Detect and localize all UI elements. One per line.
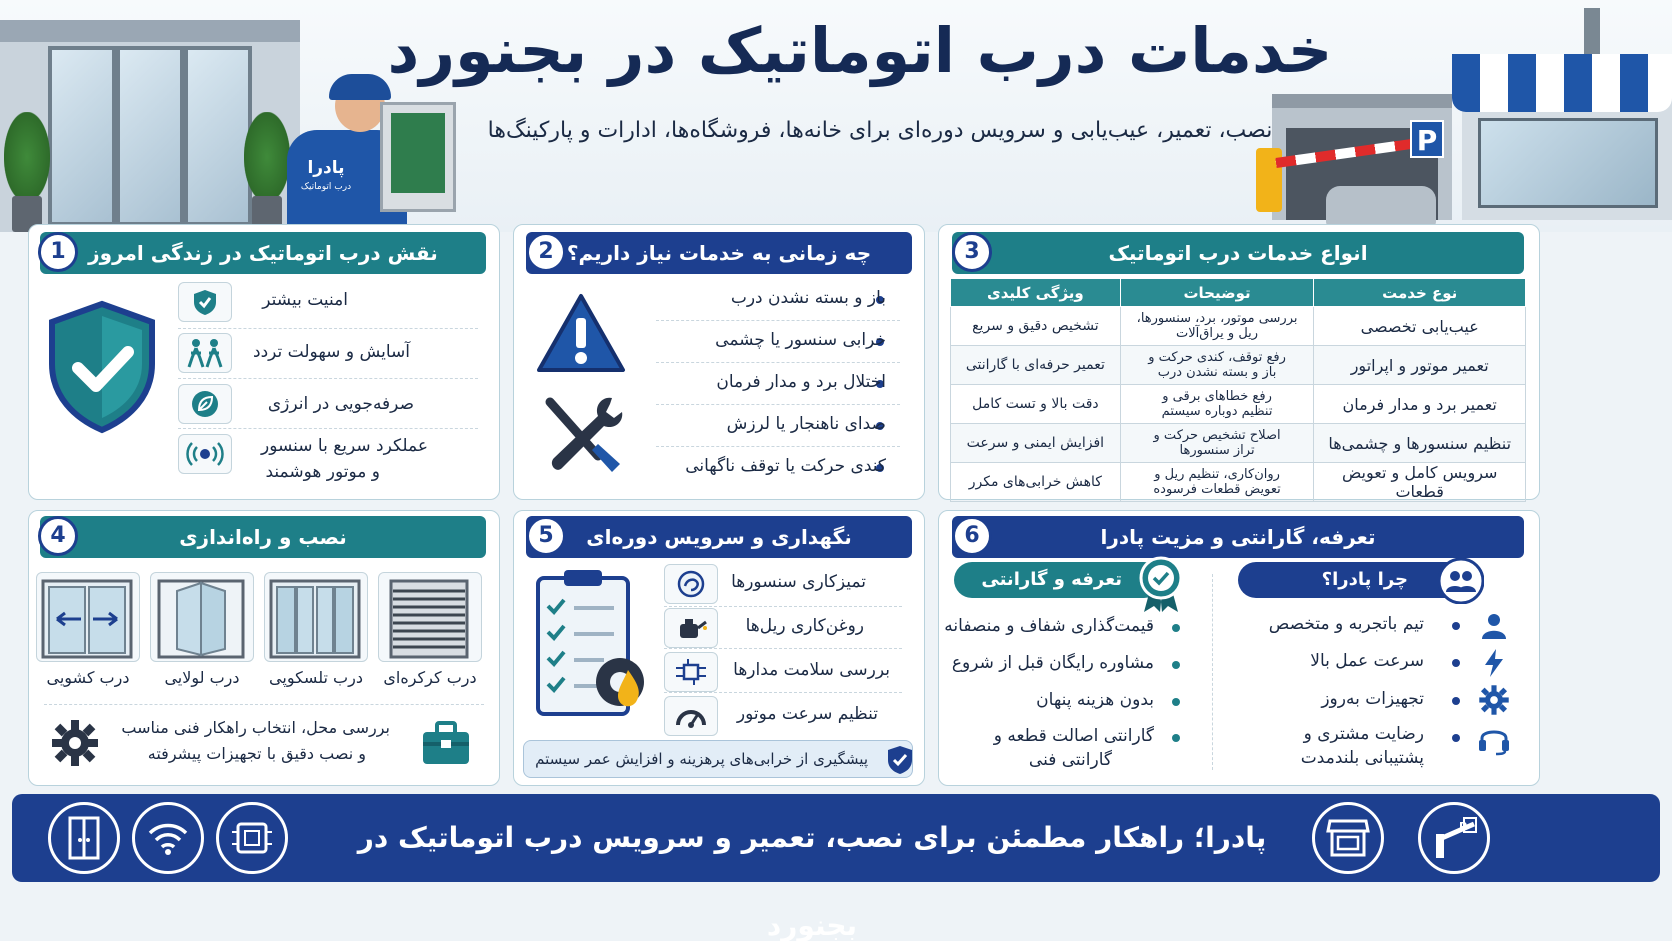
bullet-dot	[1452, 697, 1460, 705]
gear-icon	[50, 718, 100, 768]
team-icon	[1438, 558, 1484, 604]
maintenance-item-4: تنظیم سرعت موتور	[736, 704, 878, 724]
why-item-4-line2: پشتیبانی بلندمدت	[1300, 748, 1424, 768]
divider	[178, 428, 478, 429]
checklist-icon	[532, 566, 652, 726]
glass-door	[184, 46, 252, 226]
car-icon	[1326, 186, 1436, 226]
rolling-shutter-door-icon	[378, 572, 482, 662]
shop-awning	[1452, 54, 1672, 112]
role-item-energy: صرفه‌جویی در انرژی	[267, 394, 414, 414]
door-label-rolling: درب کرکره‌ای	[383, 668, 477, 687]
shop-window	[1478, 118, 1658, 208]
pricing-title: تعرفه و گارانتی	[954, 562, 1162, 598]
table-cell-desc: رفع توقف، کندی حرکت و باز و بسته نشدن درب	[1120, 346, 1314, 385]
table-row	[951, 424, 1526, 463]
table-row	[951, 307, 1526, 346]
user-icon	[1480, 612, 1508, 640]
door-label-sliding: درب کشویی	[46, 668, 130, 687]
divider	[656, 362, 900, 363]
when-item-1: باز و بسته نشدن درب	[730, 288, 886, 308]
glass-door	[116, 46, 184, 226]
technician-brand-sub: درب اتوماتیک	[300, 182, 352, 192]
divider	[664, 692, 902, 693]
people-walking-icon	[178, 333, 232, 373]
parking-sign: P	[1410, 120, 1444, 158]
when-item-5: کندی حرکت یا توقف ناگهانی	[685, 456, 886, 476]
footer-text: پادرا؛ راهکار مطمئن برای نصب، تعمیر و سرویس درب اتوماتیک در بجنورد	[357, 821, 1267, 941]
maintenance-item-3: بررسی سلامت مدارها	[733, 660, 890, 680]
maintenance-note: پیشگیری از خرابی‌های پرهزینه و افزایش عمر سیستم	[523, 740, 913, 778]
role-item-security: امنیت بیشتر	[262, 290, 348, 310]
panel-number-badge: 1	[38, 232, 78, 272]
table-cell-service: تنظیم سنسورها و چشمی‌ها	[1314, 424, 1526, 463]
telescopic-door-icon	[264, 572, 368, 662]
barrier-parking-icon	[1418, 802, 1490, 874]
speedometer-icon	[664, 696, 718, 736]
circuit-icon	[664, 652, 718, 692]
install-note-line2: و نصب دقیق با تجهیزات پیشرفته	[147, 744, 366, 763]
services-table	[950, 278, 1526, 502]
shop-icon	[1312, 802, 1384, 874]
svg-text:P: P	[1458, 820, 1467, 833]
table-cell-service: عیب‌یابی تخصصی	[1314, 307, 1526, 346]
oil-can-icon	[664, 608, 718, 648]
table-cell-feature: تعمیر حرفه‌ای با گارانتی	[951, 346, 1121, 385]
table-row	[951, 385, 1526, 424]
pricing-item-4-line2: گارانتی فنی	[1028, 750, 1112, 770]
table-cell-service: تعمیر برد و مدار فرمان	[1314, 385, 1526, 424]
parking-illustration	[1172, 0, 1672, 232]
leaf-icon	[178, 384, 232, 424]
door-label-swing: درب لولایی	[164, 668, 240, 687]
panel-pricing-title: تعرفه، گارانتی و مزیت پادرا	[952, 516, 1524, 558]
panel-number-badge: 4	[38, 516, 78, 556]
sensor-icon	[178, 434, 232, 474]
gear-icon	[1478, 684, 1510, 716]
shield-check-icon	[46, 300, 158, 434]
table-cell-desc: روان‌کاری، تنظیم ریل و تعویض قطعات فرسوده	[1120, 463, 1314, 502]
panel-role-title: نقش درب اتوماتیک در زندگی امروز	[40, 232, 486, 274]
sliding-door-icon	[36, 572, 140, 662]
divider	[178, 378, 478, 379]
panel-install-title: نصب و راه‌اندازی	[40, 516, 486, 558]
divider	[1212, 574, 1213, 770]
pricing-item-4-line1: گارانتی اصالت قطعه و	[993, 726, 1154, 746]
plant-icon	[4, 112, 50, 232]
toolbox-icon	[420, 720, 472, 766]
divider	[656, 320, 900, 321]
table-header-row	[951, 279, 1526, 307]
table-cell-desc: رفع خطاهای برقی و تنظیم دوباره سیستم	[1120, 385, 1314, 424]
why-item-1: تیم باتجربه و متخصص	[1268, 614, 1424, 634]
panel-when-title: چه زمانی به خدمات نیاز داریم؟	[526, 232, 912, 274]
role-item-smart-line1: عملکرد سریع با سنسور	[261, 436, 428, 456]
page-title: خدمات درب اتوماتیک در بجنورد	[387, 14, 1333, 87]
divider	[44, 704, 484, 705]
why-item-4-line1: رضایت مشتری و	[1303, 724, 1424, 744]
when-item-2: خرابی سنسور یا چشمی	[715, 330, 886, 350]
why-padra-title: چرا پادرا؟	[1238, 562, 1484, 598]
panel-number-badge: 3	[952, 232, 992, 272]
tools-icon	[536, 392, 626, 478]
panel-number-badge: 6	[952, 516, 992, 556]
when-item-4: صدای ناهنجار یا لرزش	[726, 414, 886, 434]
warranty-badge-icon	[1138, 556, 1184, 614]
swing-door-icon	[150, 572, 254, 662]
technician-brand: پادرا	[307, 158, 345, 178]
table-cell-feature: افزایش ایمنی و سرعت	[951, 424, 1121, 463]
table-cell-desc: بررسی موتور، برد، سنسورها، ریل و یراق‌آلات	[1120, 307, 1314, 346]
table-cell-feature: تشخیص دقیق و سریع	[951, 307, 1121, 346]
bullet-dot	[1452, 622, 1460, 630]
divider	[178, 328, 478, 329]
shield-check-icon	[178, 282, 232, 322]
headset-icon	[1478, 722, 1510, 756]
table-header-feature: ویژگی کلیدی	[951, 279, 1121, 307]
panel-number-badge: 2	[526, 232, 566, 272]
table-cell-service: سرویس کامل و تعویض قطعات	[1314, 463, 1526, 502]
panel-maintenance-title: نگهداری و سرویس دوره‌ای	[526, 516, 912, 558]
glass-door	[48, 46, 116, 226]
pricing-item-3: بدون هزینه پنهان	[1036, 690, 1154, 710]
table-row	[951, 346, 1526, 385]
tower	[1584, 8, 1600, 58]
lightning-icon	[1482, 648, 1506, 678]
door-label-telescopic: درب تلسکوپی	[269, 668, 363, 687]
bullet-dot	[1172, 661, 1180, 669]
table-cell-feature: کاهش خرابی‌های مکرر	[951, 463, 1121, 502]
bullet-dot	[1452, 734, 1460, 742]
door-icon	[48, 802, 120, 874]
bullet-dot	[1172, 624, 1180, 632]
header-banner	[0, 0, 1672, 232]
why-item-2: سرعت عمل بالا	[1310, 651, 1424, 671]
footer-banner	[12, 794, 1660, 941]
bullet-dot	[1172, 734, 1180, 742]
cleaning-icon	[664, 564, 718, 604]
table-header-service: نوع خدمت	[1314, 279, 1526, 307]
divider	[664, 606, 902, 607]
panel-number-badge: 5	[526, 516, 566, 556]
divider	[664, 648, 902, 649]
table-cell-desc: اصلاح تشخیص حرکت و تراز سنسورها	[1120, 424, 1314, 463]
wifi-icon	[132, 802, 204, 874]
divider	[656, 446, 900, 447]
page-subtitle: نصب، تعمیر، عیب‌یابی و سرویس دوره‌ای برای خانه‌ها، فروشگاه‌ها، ادارات و پارکینگ‌ها	[487, 118, 1273, 143]
why-item-3: تجهیزات به‌روز	[1321, 689, 1424, 709]
install-note-line1: بررسی محل، انتخاب راهکار فنی مناسب	[121, 718, 390, 737]
warning-icon	[535, 292, 627, 374]
control-board-icon	[216, 802, 288, 874]
table-cell-service: تعمیر موتور و اپراتور	[1314, 346, 1526, 385]
when-item-3: اختلال برد و مدار فرمان	[716, 372, 886, 392]
bullet-dot	[1172, 698, 1180, 706]
maintenance-item-1: تمیزکاری سنسورها	[731, 572, 866, 592]
table-header-desc: توضیحات	[1120, 279, 1314, 307]
role-item-smart-line2: و موتور هوشمند	[265, 462, 380, 482]
table-row	[951, 463, 1526, 502]
role-item-comfort: آسایش و سهولت تردد	[253, 342, 410, 362]
pricing-item-2: مشاوره رایگان قبل از شروع	[951, 653, 1154, 673]
bullet-dot	[1452, 659, 1460, 667]
panel-services-title: انواع خدمات درب اتوماتیک	[952, 232, 1524, 274]
pricing-item-1: قیمت‌گذاری شفاف و منصفانه	[944, 616, 1154, 636]
shield-check-icon	[886, 744, 914, 776]
maintenance-item-2: روغن‌کاری ریل‌ها	[745, 616, 864, 636]
table-cell-feature: دقت بالا و تست کامل	[951, 385, 1121, 424]
divider	[656, 404, 900, 405]
